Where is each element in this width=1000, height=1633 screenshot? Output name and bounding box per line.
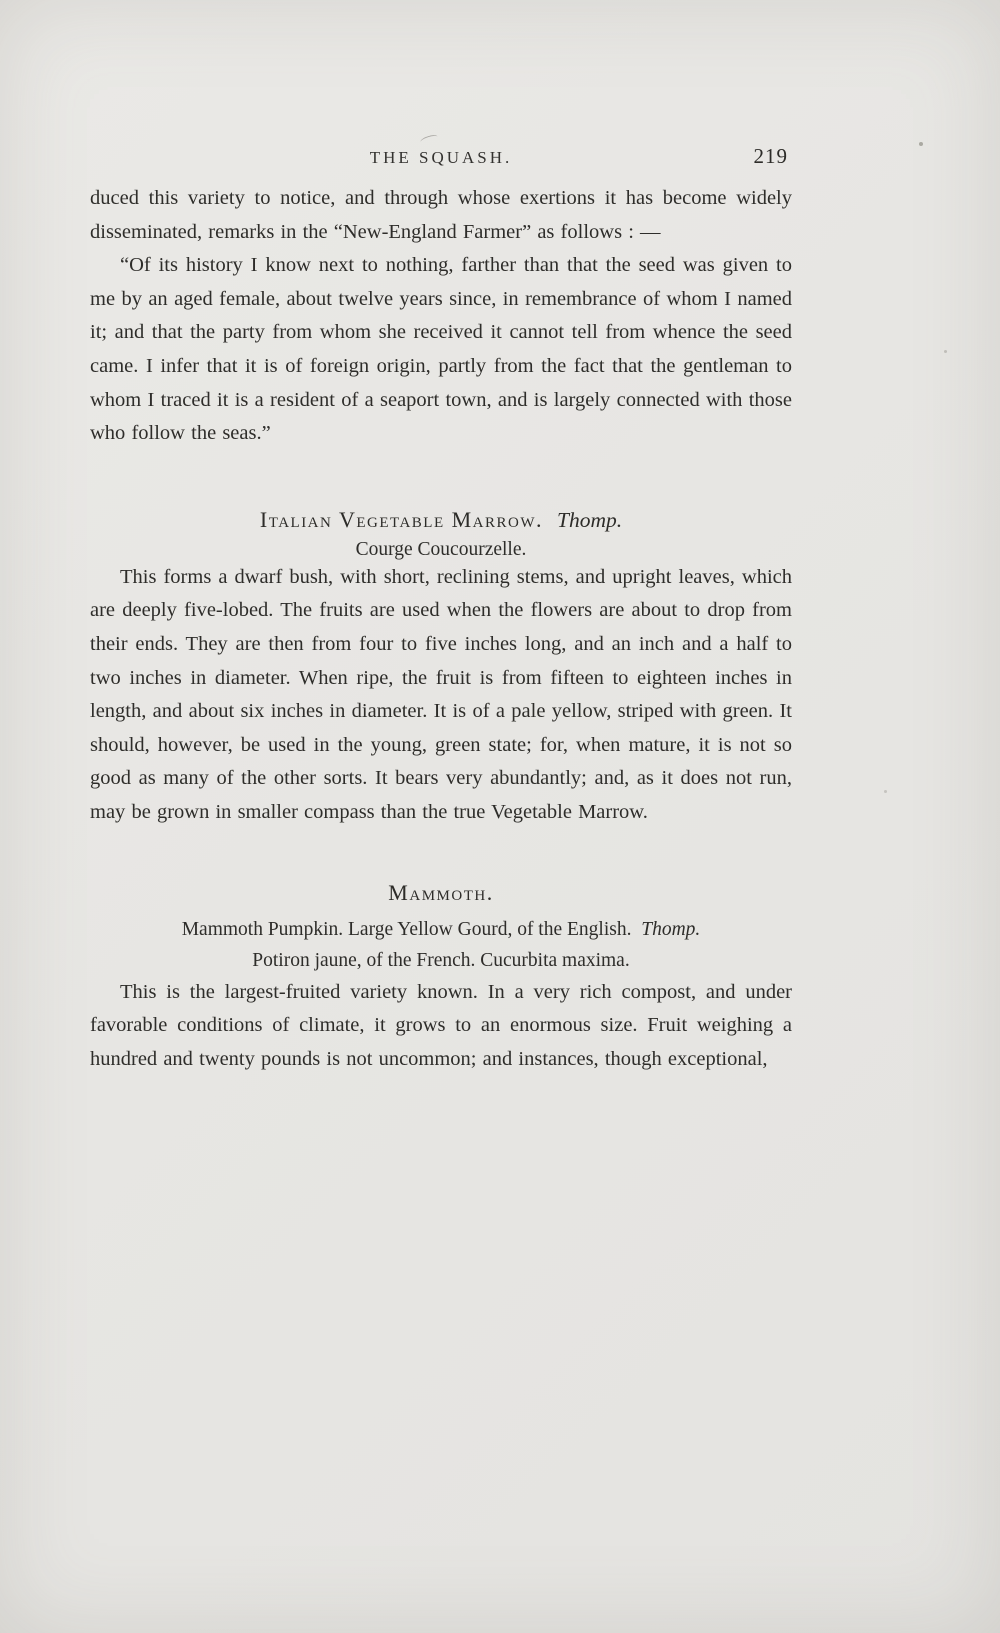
synonym-line-2: Potiron jaune, of the French. Cucurbita maxima. bbox=[252, 949, 630, 971]
synonym-courge-coucourzelle: Courge Coucourzelle. bbox=[355, 538, 527, 560]
scan-speck bbox=[919, 142, 923, 146]
paragraph-italian-vegetable-marrow: This forms a dwarf bush, with short, reclining stems, and upright leaves, which are deeply five-lobed. The fruits are used when the flowers are about to drop from their ends. They are then from four to five inches long, and an inch and a half to two inches in diameter. When ripe, the fruit is from fifteen to eighteen inches in length, and about six inches in diameter. It is of a pale yellow, striped with green. It should, however, be used in the young, green state; for, when mature, it is not so good as many of the other sorts. It bears very abundantly; and, as it does not run, may be grown in smaller compass than the true Vegetable Marrow. bbox=[90, 565, 792, 823]
section-heading-mammoth bbox=[90, 880, 792, 906]
section-heading-italian-vegetable-marrow bbox=[90, 507, 792, 533]
synonym-block-mammoth bbox=[90, 914, 792, 976]
running-title: THE SQUASH. bbox=[369, 148, 513, 167]
scan-speck bbox=[884, 790, 887, 793]
section-title: Mammoth. bbox=[388, 879, 494, 905]
synonym-text: Mammoth Pumpkin. Large Yellow Gourd, of the English. bbox=[181, 918, 632, 940]
page-number: 219 bbox=[753, 144, 788, 168]
scan-smudge bbox=[419, 133, 438, 145]
section-title: Italian Vegetable Marrow. bbox=[259, 506, 544, 532]
scan-speck bbox=[944, 350, 947, 353]
text-block bbox=[90, 144, 792, 1076]
paragraph-mammoth: This is the largest-fruited variety known. In a very rich compost, and under favorable conditions of climate, it grows to an enormous size. Fruit weighing a hundred and twenty pounds is not uncommon; and instances, though exceptional, bbox=[90, 980, 792, 1070]
paragraph-continuation: duced this variety to notice, and through whose exertions it has become widely disseminated, remarks in the “New-England Farmer” as follows : — bbox=[90, 187, 792, 243]
authority-abbreviation: Thomp. bbox=[641, 918, 701, 940]
paragraph-quote: “Of its history I know next to nothing, farther than that the seed was given to me by an aged female, about twelve years since, in remembrance of whom I named it; and that the party from whom she received it cannot tell from whence the seed came. I infer that it is of foreign origin, partly from the fact that the gentleman to whom I traced it is a resident of a seaport town, and is largely connected with those who follow the seas.” bbox=[90, 254, 792, 445]
synonym-line-1 bbox=[90, 914, 792, 945]
authority-abbreviation: Thomp. bbox=[556, 507, 623, 532]
page-header bbox=[90, 144, 792, 182]
